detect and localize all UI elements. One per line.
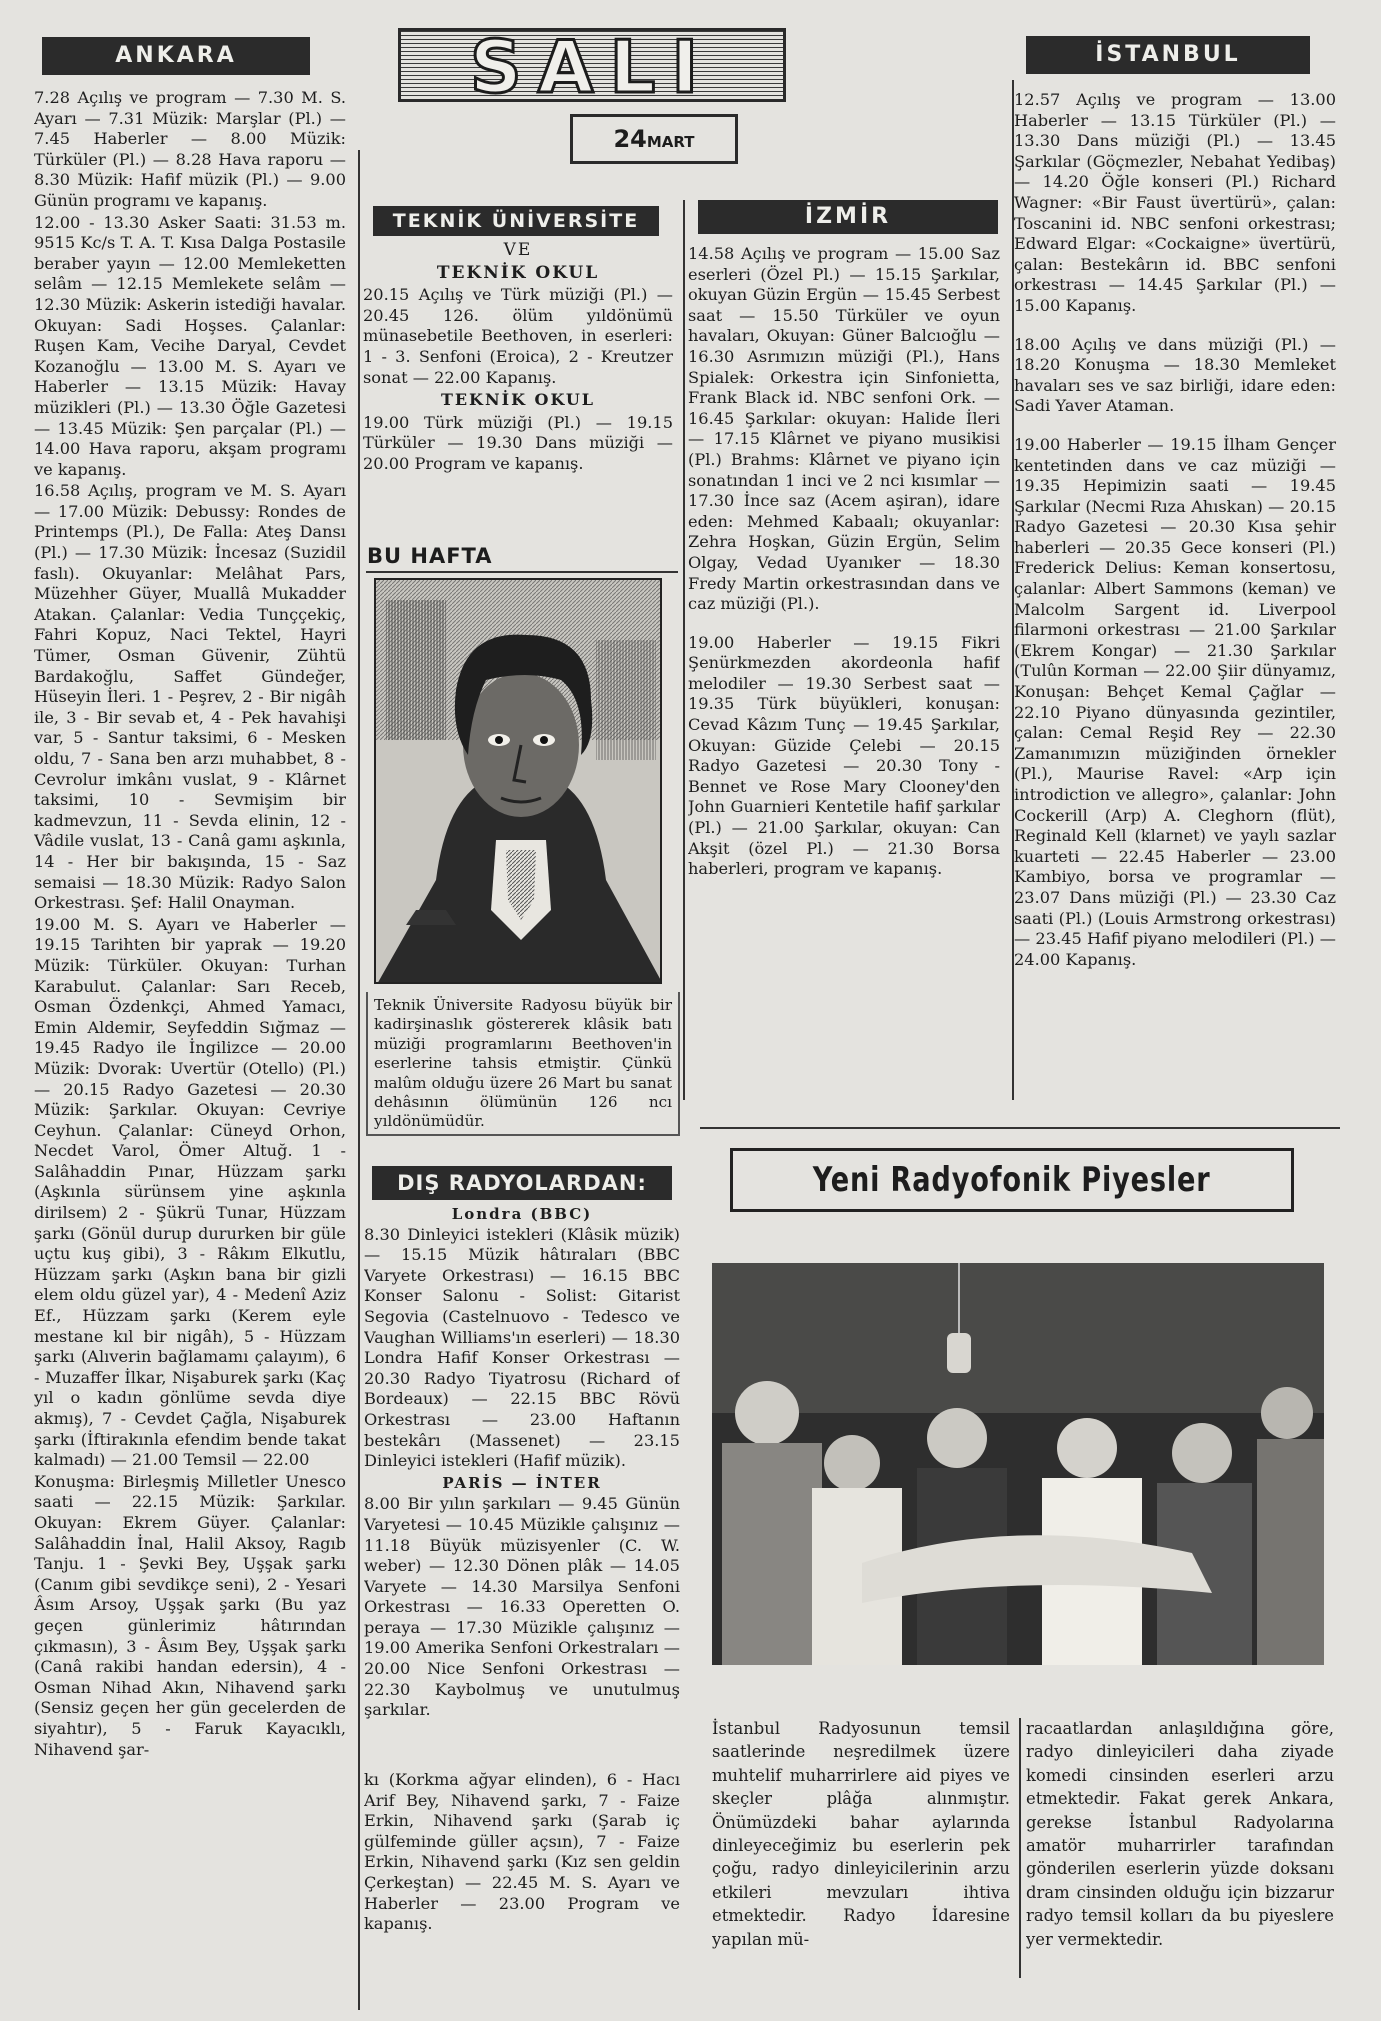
ankara-para-3: 16.58 Açılış, program ve M. S. Ayarı — 17.00 Müzik: Debussy: Rondes de Printemps (Pl.), De Falla: Ateş Dansı (Pl.) — 17.30 Müzik: İncesaz (Suzidil faslı). Okuyanlar: Melâhat Pars, Müzehher Güyer, Muallâ Mukadder Atakan. Çalanlar: Vedia Tunççekiç, Fahri Kopuz, Naci Tektel, Hayri Tümer, Osman Güvenir, Zühtü Bardakoğlu, Saffet Gündeğer, Hüseyin İleri. 1 - Peşrev, 2 - Bir nigâh ile, 3 - Bir sevab et, 4 - Pek havahişi var, 5 - Santur taksimi, 6 - Mesken oldu, 7 - Sana ben arzı muhabbet, 8 - Cevrolur imkânı vuslat, 9 - Klârnet taksimi, 10 - Sevmişim bir kadmevzun, 11 - Sevda elinin, 12 - Vâdile vuslat, 13 - Canâ gamı aşkınla, 14 - Her bir bakışında, 15 - Saz semaisi — 18.30 Müzik: Radyo Salon Orkestrası. Şef: Halil Onayman.: [34, 481, 346, 913]
dis-para-2: 8.00 Bir yılın şarkıları — 9.45 Günün Varyetesi — 10.45 Müzikle çalışınız — 11.18 Büyük müzisyenler (C. W. weber) — 12.30 Dönen plâk — 14.05 Varyete — 14.30 Marsilya Senfoni Orkestrası — 16.33 Operetten O. peraya — 17.30 Müzikle çalışınız — 19.00 Amerika Senfoni Orkestraları — 20.00 Nice Senfoni Orkestrası — 22.30 Kaybolmuş ve unutulmuş şarkılar.: [364, 1494, 680, 1720]
masthead-date: [570, 114, 738, 164]
section-rule: [700, 1127, 1340, 1129]
istanbul-para-2: 18.00 Açılış ve dans müziği (Pl.) — 18.20 Konuşma — 18.30 Memleket havaları ses ve saz birliği, idare eden: Sadi Yaver Ataman.: [1014, 334, 1336, 416]
istanbul-para-3: 19.00 Haberler — 19.15 İlham Gençer kentetinden dans ve caz müziği — 19.35 Hepimizin saati — 19.45 Şarkılar (Necmi Rıza Ahıskan) — 20.15 Radyo Gazetesi — 20.30 Kısa şehir haberleri — 20.35 Gece konseri (Pl.) Frederick Delius: Keman konsertosu, çalanlar: Albert Sammons (keman) ve Malcolm Sargent id. Liverpool filarmoni orkestrası — 21.00 Şarkılar (Ekrem Kongar) — 21.30 Şarkılar (Tulûn Korman — 22.00 Şiir dünyamız, Konuşan: Behçet Kemal Çağlar — 22.10 Piyano dünyasında gezintiler, çalan: Cemal Reşid Rey — 22.30 Zamanımızın müziğinden örnekler (Pl.), Maurise Ravel: «Arp için introdiction ve allegro», çalanlar: John Cockerill (Arp) A. Cleghorn (flüt), Reginald Kell (klarnet) ve yaylı sazlar kuarteti — 22.45 Haberler — 23.00 Kambiyo, borsa ve programlar — 23.07 Dans müziği (Pl.) — 23.30 Caz saati (Pl.) (Louis Armstrong orkestrası) — 23.45 Hafif piyano melodileri (Pl.) — 24.00 Kapanış.: [1014, 434, 1336, 969]
column-rule-2: [683, 200, 685, 1100]
ankara-column: [34, 88, 346, 2010]
ankara-continuation: [364, 1770, 680, 2010]
beethoven-portrait-illustration: [376, 580, 662, 984]
teknik-column: [363, 238, 673, 538]
ankara-para-1: 7.28 Açılış ve program — 7.30 M. S. Ayarı — 7.31 Müzik: Marşlar (Pl.) — 7.45 Haberler — 8.00 Müzik: Türküler (Pl.) — 8.28 Hava raporu — 8.30 Müzik: Hafif müzik (Pl.) — 9.00 Günün programı ve kapanış.: [34, 88, 346, 210]
izmir-column: [688, 244, 1000, 1114]
radio-actors-photo-image: [712, 1263, 1324, 1665]
teknik-ve: VE: [503, 240, 533, 260]
teknik-para-1: 20.15 Açılış ve Türk müziği (Pl.) — 20.45 126. ölüm yıldönümü münasebetile Beethoven, in eserleri: 1 - 3. Senfoni (Eroica), 2 - Kreutzer sonat — 22.00 Kapanış.: [363, 285, 673, 387]
izmir-para-1: 14.58 Açılış ve program — 15.00 Saz eserleri (Özel Pl.) — 15.15 Şarkılar, okuyan Güzin Ergün — 15.45 Serbest saat — 15.50 Türküler ve oyun havaları, Okuyan: Güner Balcıoğlu — 16.30 Asrımızın müziği (Pl.), Hans Spialek: Orkestra için Sinfonietta, Frank Black id. NBC senfoni Ork. — 16.45 Şarkılar: okuyan: Halide İleri — 17.15 Klârnet ve piyano musikisi (Pl.) Brahms: Klârnet ve piyano için sonatından 1 inci ve 2 nci kısımlar — 17.30 İnce saz (Acem aşiran), idare eden: Mehmed Kabaalı; okuyanlar: Zehra Hoşkan, Güzin Ergün, Selim Olgay, Vedad Uyanıker — 18.30 Fredy Martin orkestrasından dans ve caz müziği (Pl.).: [688, 244, 1000, 614]
ankara-para-4: 19.00 M. S. Ayarı ve Haberler — 19.15 Tarihten bir yaprak — 19.20 Müzik: Türküler. Okuyan: Turhan Karabulut. Çalanlar: Sarı Receb, Osman Özdenkçi, Ahmed Yamacı, Emin Aldemir, Seyfeddin Sığmaz — 19.45 Radyo ile İngilizce — 20.00 Müzik: Dvorak: Uvertür (Otello) (Pl.) — 20.15 Radyo Gazetesi — 20.30 Müzik: Şarkılar. Okuyan: Cevriye Ceyhun. Çalanlar: Cüneyd Orhon, Necdet Varol, Ömer Altuğ. 1 - Salâhaddin Pınar, Hüzzam şarkı (Aşkınla sürünsem yine aşkınla dirilsem) 2 - Şükrü Tunar, Hüzzam şarkı (Gönül durup dururken bir güle uçtu kuş gibi), 3 - Râkım Elkutlu, Hüzzam şarkı (Aşkın bana bir gizli elem oldu güzel yar), 4 - Medenî Aziz Ef., Hüzzam şarkı (Kerem eyle mestane kıl bir nigâh), 5 - Hüzzam şarkı (Alıverin bağlamamı çalayım), 6 - Muzaffer İlkar, Nişaburek şarkı (Kaç yıl o kadın gönlüme sevda diye akmış), 7 - Cevdet Çağla, Nişaburek şarkı (İftirakınla efendim bende takat kalmadı) — 21.00 Temsil — 22.00: [34, 914, 346, 1470]
izmir-header: İZMİR: [698, 200, 998, 234]
radyofonik-text-left: [712, 1717, 1010, 1987]
radyofonik-text-right: [1026, 1717, 1334, 1987]
ankara-para-2: 12.00 - 13.30 Asker Saati: 31.53 m. 9515 Kc/s T. A. T. Kısa Dalga Postasile beraber yayın — 12.00 Memleketten selâm — 12.15 Memlekete selâm — 12.30 Müzik: Askerin istediği havalar. Okuyan: Sadi Hoşses. Çalanlar: Ruşen Kam, Vecihe Daryal, Cevdet Kozanoğlu — 13.00 M. S. Ayarı ve Haberler — 13.15 Müzik: Havay müzikleri (Pl.) — 13.30 Öğle Gazetesi — 13.45 Müzik: Şen parçalar (Pl.) — 14.00 Hava raporu, akşam programı ve kapanış.: [34, 212, 346, 479]
dis-column: [364, 1204, 680, 1764]
ankara-para-5: Konuşma: Birleşmiş Milletler Unesco saati — 22.15 Müzik: Şarkılar. Okuyan: Ekrem Güyer. Çalanlar: Salâhaddin İnal, Halil Aksoy, Ragıb Tanju. 1 - Şevki Bey, Uşşak şarkı (Canım gibi sevdikçe seni), 2 - Yesari Âsım Arsoy, Uşşak şarkı (Bu yaz geçen günlerimiz hâtırından çıkmasın), 3 - Âsım Bey, Uşşak şarkı (Canâ rakibi handan edersin), 4 - Osman Nihad Akın, Nihavend şarkı (Sensiz geçen her gün gecelerden de siyahtır), 5 - Faruk Kayacıklı, Nihavend şar-: [34, 1471, 346, 1759]
dis-sub-paris: PARİS — İNTER: [442, 1473, 602, 1492]
izmir-para-2: 19.00 Haberler — 19.15 Fikri Şenürkmezden akordeonla hafif melodiler — 19.30 Serbest saat — 19.35 Türk büyükleri, konuşan: Cevad Kâzım Tunç — 19.45 Şarkılar, Okuyan: Güzide Çelebi — 20.15 Radyo Gazetesi — 20.30 Tony - Bennet ve Rose Mary Clooney'den John Guarnieri Kentetile hafif şarkılar (Pl.) — 21.00 Şarkılar, okuyan: Can Akşit (özel Pl.) — 21.30 Borsa haberleri, program ve kapanış.: [688, 632, 1000, 879]
masthead-day-box: [398, 28, 786, 102]
radyofonik-para-left: İstanbul Radyosunun temsil saatlerinde neşredilmek üzere muhtelif muharrirlere aid piyes ve skeçler plâğa alınmıştır. Önümüzdeki bahar aylarında dinleyeceğimiz bu eserlerin pek çoğu, radyo dinleyicilerinin arzu etkileri mevzuları ihtiva etmektedir. Radyo İdaresine yapılan mü-: [712, 1719, 1010, 1949]
radyofonik-column-rule: [1019, 1718, 1021, 1978]
radyofonik-title: Yeni Radyofonik Piyesler: [813, 1160, 1211, 1200]
masthead-day: SALI: [469, 28, 715, 102]
istanbul-para-1: 12.57 Açılış ve program — 13.00 Haberler — 13.15 Türküler (Pl.) — 13.30 Dans müziği (Pl.) — 13.45 Şarkılar (Göçmezler, Nebahat Yedibaş) — 14.20 Öğle konseri (Pl.) Richard Wagner: «Bir Faust üvertürü», çalan: Toscanini id. NBC senfoni orkestrası; Edward Elgar: «Cockaigne» üvertürü, çalan: Bestekârın id. BBC senfoni orkestrası — 14.45 Şarkılar (Pl.) — 15.00 Kapanış.: [1014, 90, 1336, 315]
bu-hafta-rule: [366, 571, 678, 573]
teknik-para-2: 19.00 Türk müziği (Pl.) — 19.15 Türküler — 19.30 Dans müziği — 20.00 Program ve kapanış.: [363, 412, 673, 473]
ankara-cont-para: kı (Korkma ağyar elinden), 6 - Hacı Arif Bey, Nihavend şarkı, 7 - Faize Erkin, Nihavend şarkı (Şarab iç gülfeminde güller açsın), 7 - Faize Erkin, Nihavend şarkı (Kız sen geldin Çerkeştan) — 22.45 M. S. Ayarı ve Haberler — 23.00 Program ve kapanış.: [364, 1770, 680, 1934]
istanbul-column: [1014, 90, 1336, 1110]
date-month: MART: [646, 133, 695, 151]
teknik-subtitle: TEKNİK OKUL: [436, 262, 600, 283]
dis-header: DIŞ RADYOLARDAN:: [372, 1166, 672, 1200]
beethoven-portrait: [374, 578, 662, 984]
dis-para-1: 8.30 Dinleyici istekleri (Klâsik müzik) — 15.15 Müzik hâtıraları (BBC Varyete Orkestrası) — 16.15 BBC Konser Salonu - Solist: Gitarist Segovia (Castelnuovo - Tedesco ve Vaughan Williams'ın eserleri) — 18.30 Londra Hafif Konser Orkestrası — 20.30 Radyo Tiyatrosu (Richard of Bordeaux) — 22.15 BBC Rövü Orkestrası — 23.00 Haftanın bestekârı (Massenet) — 23.15 Dinleyici istekleri (Hafif müzik).: [364, 1224, 680, 1471]
teknik-header: TEKNİK ÜNİVERSİTE: [373, 206, 659, 236]
bu-hafta-caption: Teknik Üniversite Radyosu büyük bir kadirşinaslık göstererek klâsik batı müziği programlarını Beethoven'in eserlerine tahsis etmiştir. Çünkü malûm olduğu üzere 26 Mart bu sanat dehâsının ölümünün 126 ncı yıldönümüdür.: [366, 992, 680, 1136]
radio-actors-photo: [712, 1263, 1324, 1665]
ankara-header: ANKARA: [42, 37, 310, 75]
radyofonik-title-box: [730, 1148, 1294, 1212]
column-rule-1: [358, 150, 360, 2010]
teknik-subtitle-2: TEKNİK OKUL: [440, 390, 596, 410]
dis-sub-londra: Londra (BBC): [451, 1205, 593, 1223]
istanbul-header: İSTANBUL: [1026, 36, 1310, 74]
date-number: 24: [613, 125, 647, 153]
bu-hafta-title: BU HAFTA: [367, 544, 493, 568]
radyofonik-para-right: racaatlardan anlaşıldığına göre, radyo dinleyicileri daha ziyade komedi cinsinden eserleri arzu etmektedir. Fakat gerek Ankara, gerekse İstanbul Radyolarına amatör muharrirler tarafından gönderilen eserlerin yüzde doksanı dram cinsinden olduğu için bizzarur radyo temsil kolları da bu piyeslere yer vermektedir.: [1026, 1719, 1334, 1949]
